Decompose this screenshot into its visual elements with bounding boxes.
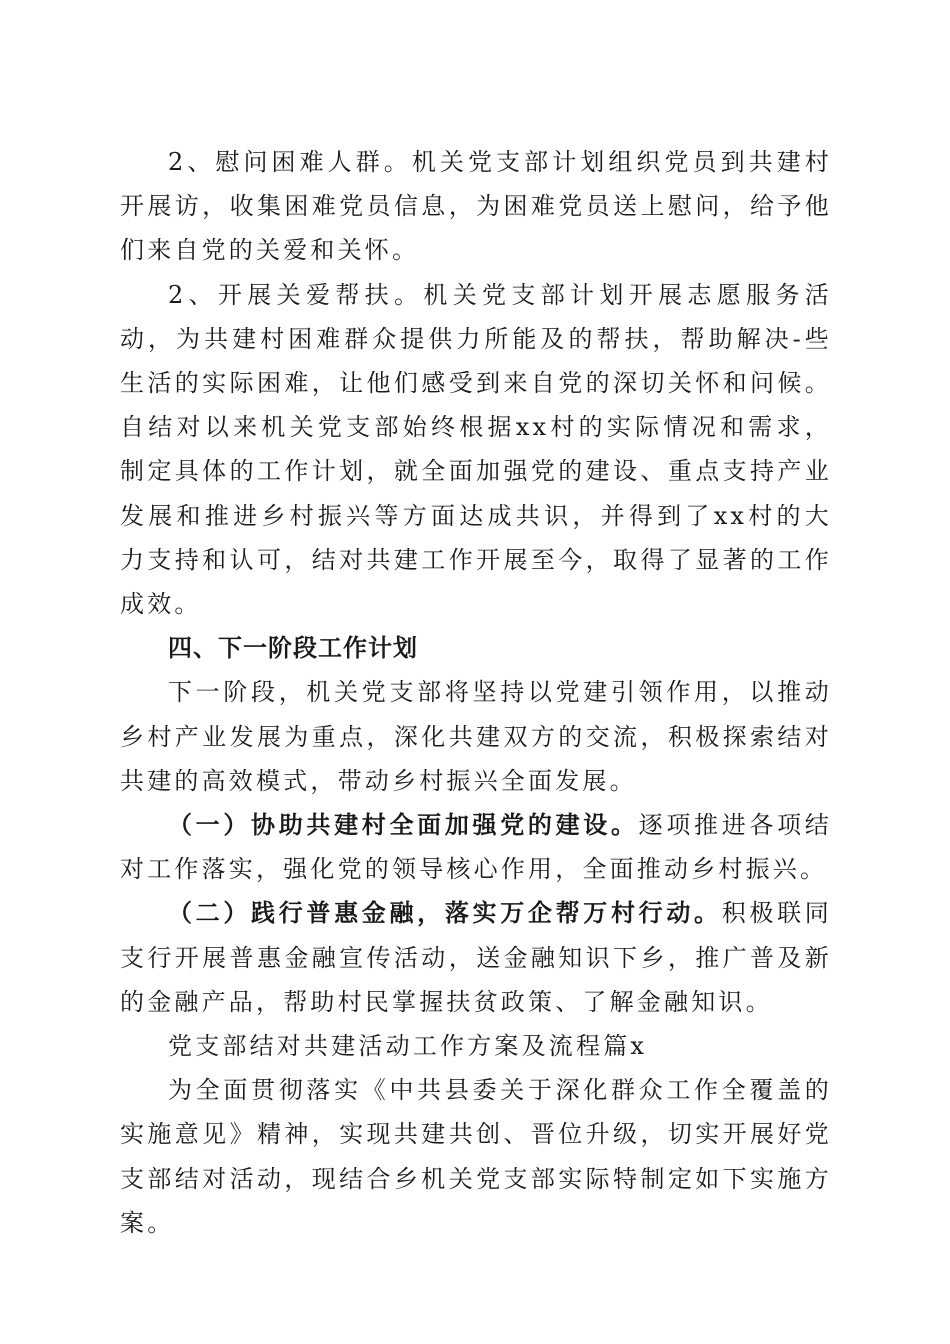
paragraph-next-stage: 下一阶段，机关党支部将坚持以党建引领作用，以推动乡村产业发展为重点，深化共建双方的交流，积极探索结对共建的高效模式，带动乡村振兴全面发展。 — [120, 678, 832, 795]
paragraph-implementation-intro: 为全面贯彻落实《中共县委关于深化群众工作全覆盖的实施意见》精神，实现共建共创、晋位升级，切实开展好党支部结对活动，现结合乡机关党支部实际特制定如下实施方案。 — [120, 1076, 832, 1237]
document-body — [120, 140, 832, 1245]
paragraph-item-two — [120, 891, 832, 1024]
paragraph-care-assistance: 2、开展关爱帮扶。机关党支部计划开展志愿服务活动，为共建村困难群众提供力所能及的帮扶，帮助解决-些生活的实际困难，让他们感受到来自党的深切关怀和问候。自结对以来机关党支部始终根据xx村的实际情况和需求，制定具体的工作计划，就全面加强党的建设、重点支持产业发展和推进乡村振兴等方面达成共识，并得到了xx村的大力支持和认可，结对共建工作开展至今，取得了显著的工作成效。 — [120, 280, 832, 619]
item-one-text: 逐项推进各项结对工作落实，强化党的领导核心作用，全面推动乡村振兴。 — [120, 811, 832, 884]
paragraph-item-one — [120, 803, 832, 891]
paragraph-visit-needy: 2、慰问困难人群。机关党支部计划组织党员到共建村开展访，收集困难党员信息，为困难党员送上慰问，给予他们来自党的关爱和关怀。 — [120, 148, 832, 265]
document-subtitle: 党支部结对共建活动工作方案及流程篇x — [168, 1032, 648, 1061]
item-one-lead: （一）协助共建村全面加强党的建设。 — [168, 811, 639, 840]
section-heading-next-plan: 四、下一阶段工作计划 — [168, 634, 418, 663]
item-two-text: 积极联同支行开展普惠金融宣传活动，送金融知识下乡，推广普及新的金融产品，帮助村民掌握扶贫政策、了解金融知识。 — [120, 899, 832, 1016]
item-two-lead: （二）践行普惠金融，落实万企帮万村行动。 — [168, 899, 722, 928]
